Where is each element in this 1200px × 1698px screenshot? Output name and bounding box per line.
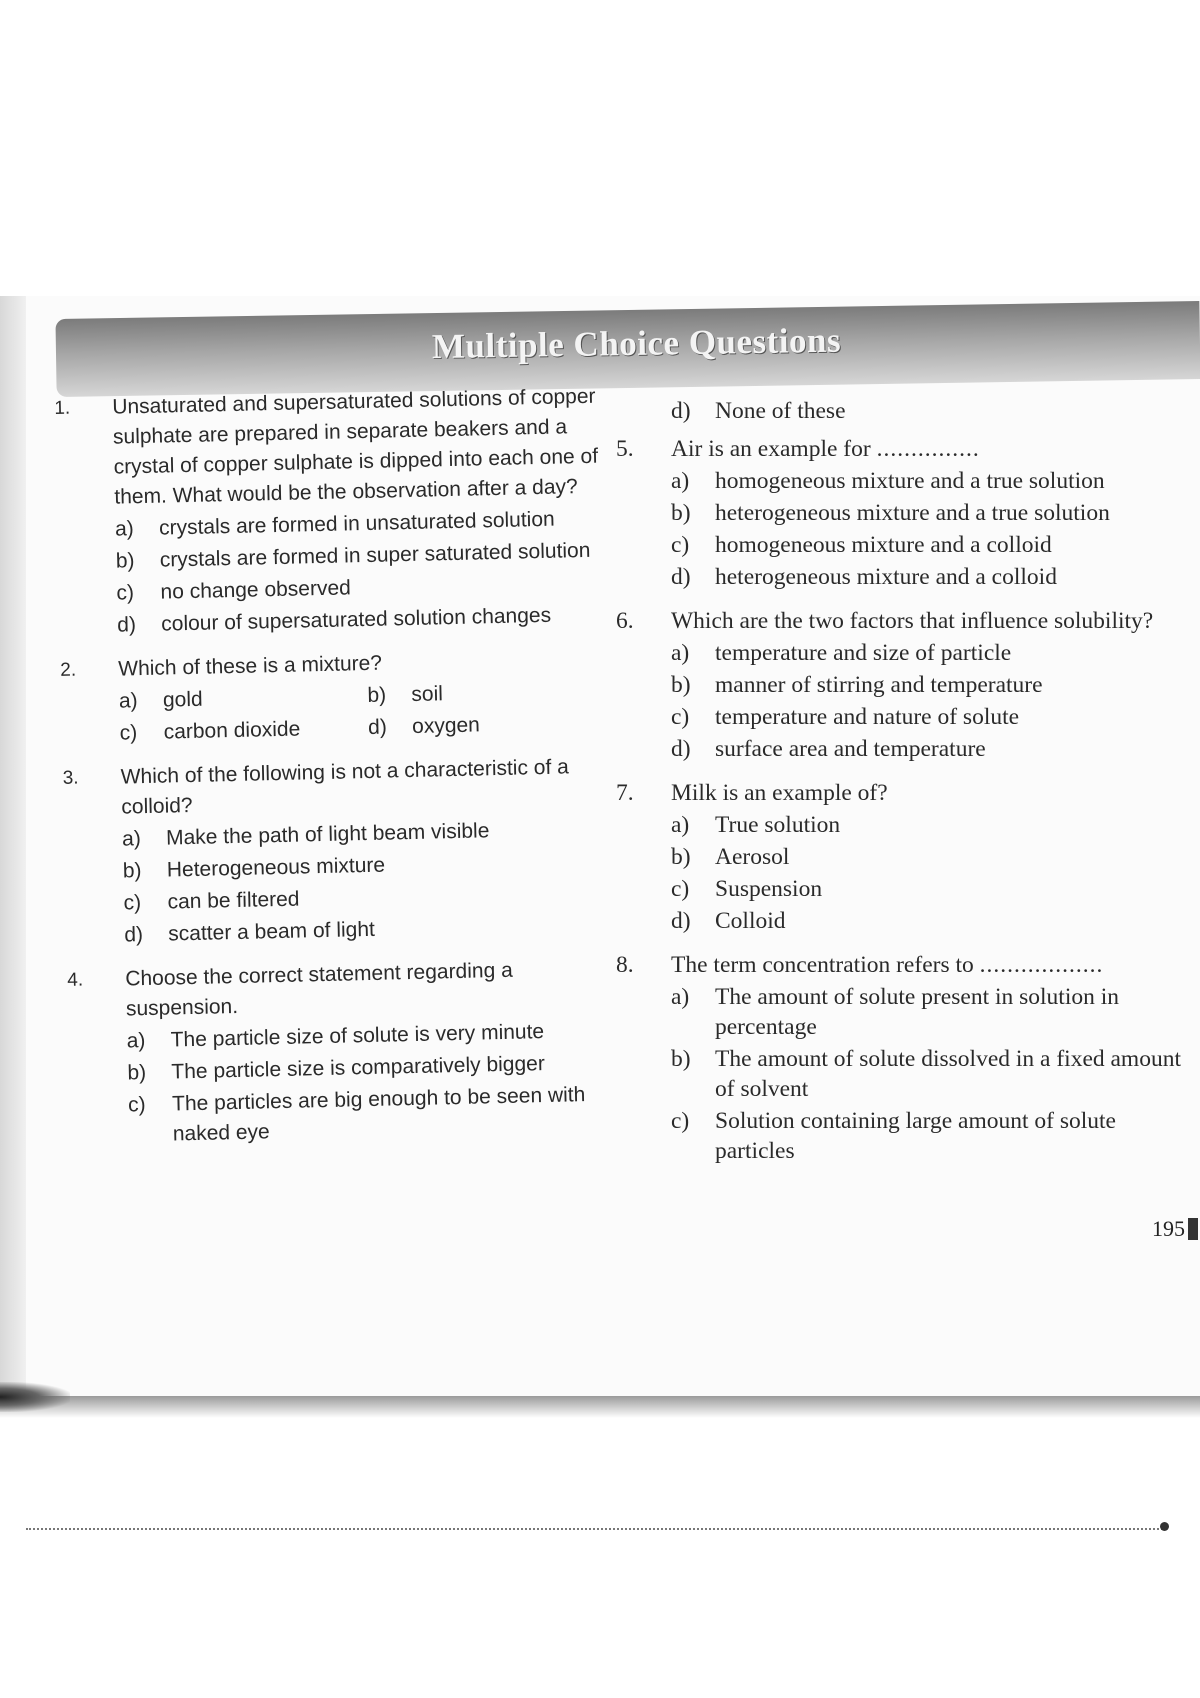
option xyxy=(671,842,1196,872)
option-letter: a) xyxy=(671,812,690,838)
question-text: Unsaturated and supersaturated solutions of copper sulphate are prepared in separate beakers and a crystal of copper sulphate is dipped into each one of them. What would be the observation after a day? xyxy=(112,384,599,509)
question-text: Which of these is a mixture? xyxy=(117,651,383,681)
option xyxy=(671,498,1196,528)
option-text: no change observed xyxy=(160,576,352,604)
option-letter: d) xyxy=(671,736,691,762)
option-letter: a) xyxy=(121,827,142,851)
question-text: Which are the two factors that influence solubility? xyxy=(671,608,1154,634)
question-text-main: Air is an example for xyxy=(671,436,871,462)
option-text: scatter a beam of light xyxy=(168,917,376,946)
option xyxy=(671,638,1196,668)
option-text: Suspension xyxy=(715,876,823,902)
option-text: gold xyxy=(162,687,203,712)
option-text: homogeneous mixture and a true solution xyxy=(715,468,1105,494)
carry-over-option xyxy=(671,396,1196,426)
question-1 xyxy=(54,381,614,642)
option-letter: c) xyxy=(123,891,142,915)
question-number: 4. xyxy=(67,969,84,991)
right-column xyxy=(616,394,1196,1180)
option-text: The amount of solute present in solution in percentage xyxy=(715,984,1120,1040)
option xyxy=(671,702,1196,732)
option-letter: d) xyxy=(671,398,691,424)
question-text-main: The term concentration refers to xyxy=(671,952,974,978)
option-letter: a) xyxy=(114,517,135,541)
option-text: carbon dioxide xyxy=(163,717,301,744)
option xyxy=(368,707,617,743)
option-text: The particle size is comparatively bigger xyxy=(171,1052,546,1084)
option-text: homogeneous mixture and a colloid xyxy=(715,532,1052,558)
question-8 xyxy=(616,950,1196,1166)
question-number: 1. xyxy=(54,397,71,419)
option-letter: a) xyxy=(671,640,690,666)
question-2 xyxy=(60,643,617,750)
option-text: Solution containing large amount of solute particles xyxy=(715,1108,1116,1164)
option-letter: b) xyxy=(115,549,135,573)
option-text: Make the path of light beam visible xyxy=(165,819,490,850)
answer-blank: ............... xyxy=(876,436,980,462)
option-letter: c) xyxy=(671,876,690,902)
option-letter: d) xyxy=(124,923,144,947)
option-letter: b) xyxy=(671,844,691,870)
option-letter: a) xyxy=(126,1029,146,1053)
question-text: Milk is an example of? xyxy=(671,780,888,806)
book-page xyxy=(26,296,1200,1406)
page-title: Multiple Choice Questions xyxy=(431,320,842,367)
option-text: Aerosol xyxy=(715,844,790,870)
question-text: Choose the correct statement regarding a suspension. xyxy=(125,958,513,1021)
question-number: 3. xyxy=(62,767,79,789)
option-text: colour of supersaturated solution changes xyxy=(160,603,552,636)
question-text xyxy=(671,434,1196,464)
question-number: 7. xyxy=(616,780,634,806)
footer-dotted-rule xyxy=(26,1528,1166,1530)
scan-corner-shadow xyxy=(0,1382,70,1412)
page-number: 195 xyxy=(1152,1216,1185,1241)
question-number: 2. xyxy=(60,659,77,681)
footer-bullet xyxy=(1160,1522,1169,1531)
option-letter: d) xyxy=(367,715,388,739)
option-letter: d) xyxy=(671,564,691,590)
option xyxy=(119,681,368,717)
option-letter: b) xyxy=(671,672,691,698)
question-3 xyxy=(62,751,621,952)
option-text: The amount of solute dissolved in a fixed amount of solvent xyxy=(715,1046,1181,1102)
option-letter: b) xyxy=(367,683,387,707)
option-letter: a) xyxy=(118,689,138,713)
option-text: can be filtered xyxy=(167,887,300,914)
option-text: The particles are big enough to be seen with naked eye xyxy=(171,1083,586,1146)
option xyxy=(671,1106,1196,1166)
scan-bottom-shadow xyxy=(0,1396,1200,1418)
scan-left-edge xyxy=(0,296,26,1406)
question-7 xyxy=(616,778,1196,936)
option-text: The particle size of solute is very minute xyxy=(170,1020,545,1052)
question-6 xyxy=(616,606,1196,764)
option-text: Heterogeneous mixture xyxy=(166,853,386,882)
question-4 xyxy=(67,953,626,1152)
question-text xyxy=(671,950,1196,980)
option xyxy=(671,562,1196,592)
option-letter: b) xyxy=(122,859,142,883)
option-letter: b) xyxy=(671,1046,691,1072)
option xyxy=(671,734,1196,764)
option-letter: d) xyxy=(116,613,137,637)
option-text: temperature and nature of solute xyxy=(715,704,1020,730)
option-letter: c) xyxy=(119,721,138,745)
option xyxy=(671,466,1196,496)
header-banner xyxy=(55,301,1200,397)
option-text: Colloid xyxy=(715,908,786,934)
option-text: manner of stirring and temperature xyxy=(715,672,1043,698)
option-letter: a) xyxy=(671,468,690,494)
question-text: Which of the following is not a characteristic of a colloid? xyxy=(120,755,570,819)
option-letter: c) xyxy=(671,704,690,730)
page-edge-marker xyxy=(1188,1218,1198,1240)
option-letter: c) xyxy=(671,1108,690,1134)
question-number: 8. xyxy=(616,952,634,978)
option xyxy=(367,675,616,711)
option-text: True solution xyxy=(715,812,841,838)
question-number: 6. xyxy=(616,608,634,634)
option-text: None of these xyxy=(715,398,846,424)
option xyxy=(119,713,368,749)
left-column xyxy=(54,381,626,1165)
option-text: heterogeneous mixture and a colloid xyxy=(715,564,1057,590)
option-letter: c) xyxy=(116,581,135,605)
answer-blank: .................. xyxy=(979,952,1104,978)
option xyxy=(671,874,1196,904)
option-letter: c) xyxy=(127,1093,146,1117)
option-text: crystals are formed in unsaturated solution xyxy=(158,507,555,540)
option xyxy=(671,982,1196,1042)
option xyxy=(671,906,1196,936)
option-text: crystals are formed in super saturated solution xyxy=(159,538,591,572)
question-number: 5. xyxy=(616,436,634,462)
option-text: soil xyxy=(411,682,444,706)
option xyxy=(128,1079,626,1150)
option xyxy=(671,1044,1196,1104)
option-text: temperature and size of particle xyxy=(715,640,1012,666)
option-letter: c) xyxy=(671,532,690,558)
option-letter: a) xyxy=(671,984,690,1010)
option-letter: d) xyxy=(671,908,691,934)
option xyxy=(671,810,1196,840)
option-letter: b) xyxy=(671,500,691,526)
option xyxy=(671,670,1196,700)
option xyxy=(671,530,1196,560)
option-text: surface area and temperature xyxy=(715,736,986,762)
question-5 xyxy=(616,434,1196,592)
option-letter: b) xyxy=(127,1061,147,1085)
option-text: oxygen xyxy=(411,713,481,738)
option-text: heterogeneous mixture and a true solution xyxy=(715,500,1110,526)
